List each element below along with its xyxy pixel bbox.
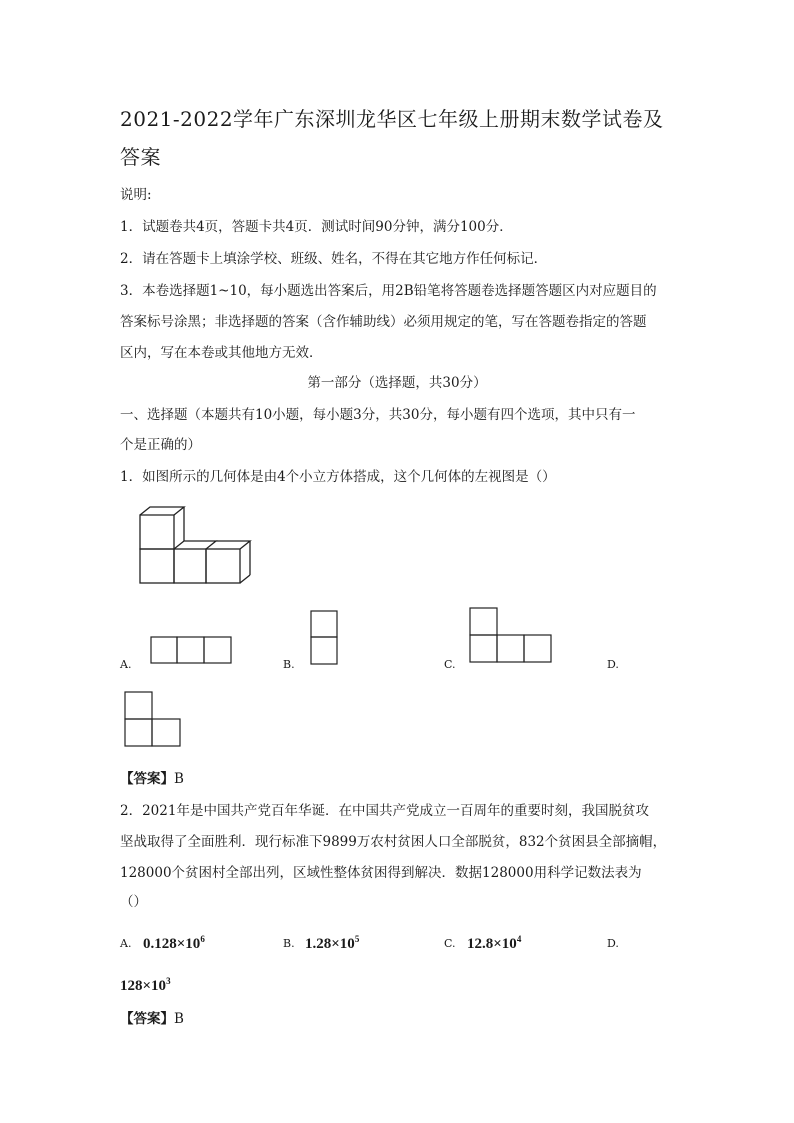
q1-option-d-label: D. <box>607 658 619 671</box>
q2-option-d-exp: 3 <box>166 976 171 986</box>
q1-option-b-figure <box>310 610 338 665</box>
part1-heading: 第一部分（选择题，共30分） <box>307 375 487 391</box>
q2-option-c <box>467 930 521 953</box>
q2-answer <box>120 1010 184 1028</box>
note-item-2: 2．请在答题卡上填涂学校、班级、姓名，不得在其它地方作任何标记． <box>120 251 548 267</box>
q2-option-c-base: 12.8×10 <box>467 936 517 952</box>
q2-stem-line3: 128000个贫困村全部出列，区域性整体贫困得到解决．数据128000用科学记数法表为 <box>120 865 642 881</box>
q2-option-d-label: D. <box>607 937 619 950</box>
q1-answer <box>120 770 184 788</box>
q2-option-c-label: C. <box>444 937 456 950</box>
q2-answer-value: B <box>174 1011 184 1027</box>
q2-option-a-exp: 6 <box>200 934 205 944</box>
q2-stem-line1: 2．2021年是中国共产党百年华诞．在中国共产党成立一百周年的重要时刻，我国脱贫攻 <box>120 803 649 819</box>
q2-stem-line2: 坚战取得了全面胜利．现行标准下9899万农村贫困人口全部脱贫，832个贫困县全部摘帽， <box>120 834 667 850</box>
q1-option-c-label: C. <box>444 658 456 671</box>
note-item-3-line2: 答案标号涂黑；非选择题的答案（含作辅助线）必须用规定的笔，写在答题卷指定的答题 <box>120 314 647 330</box>
note-item-3-line1: 3．本卷选择题1~10，每小题选出答案后，用2B铅笔将答题卷选择题答题区内对应题目的 <box>120 283 657 299</box>
q2-option-c-exp: 4 <box>516 934 522 944</box>
q2-stem-line4: （） <box>120 894 147 910</box>
q1-answer-prefix: 【答案】 <box>120 771 174 787</box>
q2-option-d-base: 128×10 <box>120 978 167 994</box>
note-item-3-line3: 区内，写在本卷或其他地方无效． <box>120 345 323 361</box>
q2-option-a-label: A. <box>120 937 132 950</box>
q1-option-a-figure <box>150 636 232 664</box>
q2-option-b-base: 1.28×10 <box>305 936 355 952</box>
q2-option-b-label: B. <box>283 937 295 950</box>
page-title-line2: 答案 <box>120 145 161 169</box>
q1-option-b-label: B. <box>283 658 295 671</box>
q2-option-d <box>120 972 171 995</box>
notes-heading: 说明: <box>120 187 152 203</box>
q1-option-d-figure <box>124 691 181 747</box>
q1-option-a-label: A. <box>120 658 132 671</box>
page-title-line1: 2021-2022学年广东深圳龙华区七年级上册期末数学试卷及 <box>120 107 664 131</box>
q1-solid-figure <box>138 505 253 585</box>
q1-answer-value: B <box>174 771 184 787</box>
q2-answer-prefix: 【答案】 <box>120 1011 174 1027</box>
q2-option-a-base: 0.128×10 <box>143 936 201 952</box>
q1-stem: 1．如图所示的几何体是由4个小立方体搭成，这个几何体的左视图是（） <box>120 469 556 485</box>
section-heading-line2: 个是正确的） <box>120 437 201 453</box>
section-heading-line1: 一、选择题（本题共有10小题，每小题3分，共30分，每小题有四个选项，其中只有一 <box>120 407 636 423</box>
q2-option-b-exp: 5 <box>354 934 360 944</box>
q2-option-a <box>143 930 205 953</box>
q1-option-c-figure <box>469 607 552 663</box>
q2-option-b <box>305 930 359 953</box>
note-item-1: 1．试题卷共4页，答题卡共4页．测试时间90分钟，满分100分． <box>120 219 513 235</box>
